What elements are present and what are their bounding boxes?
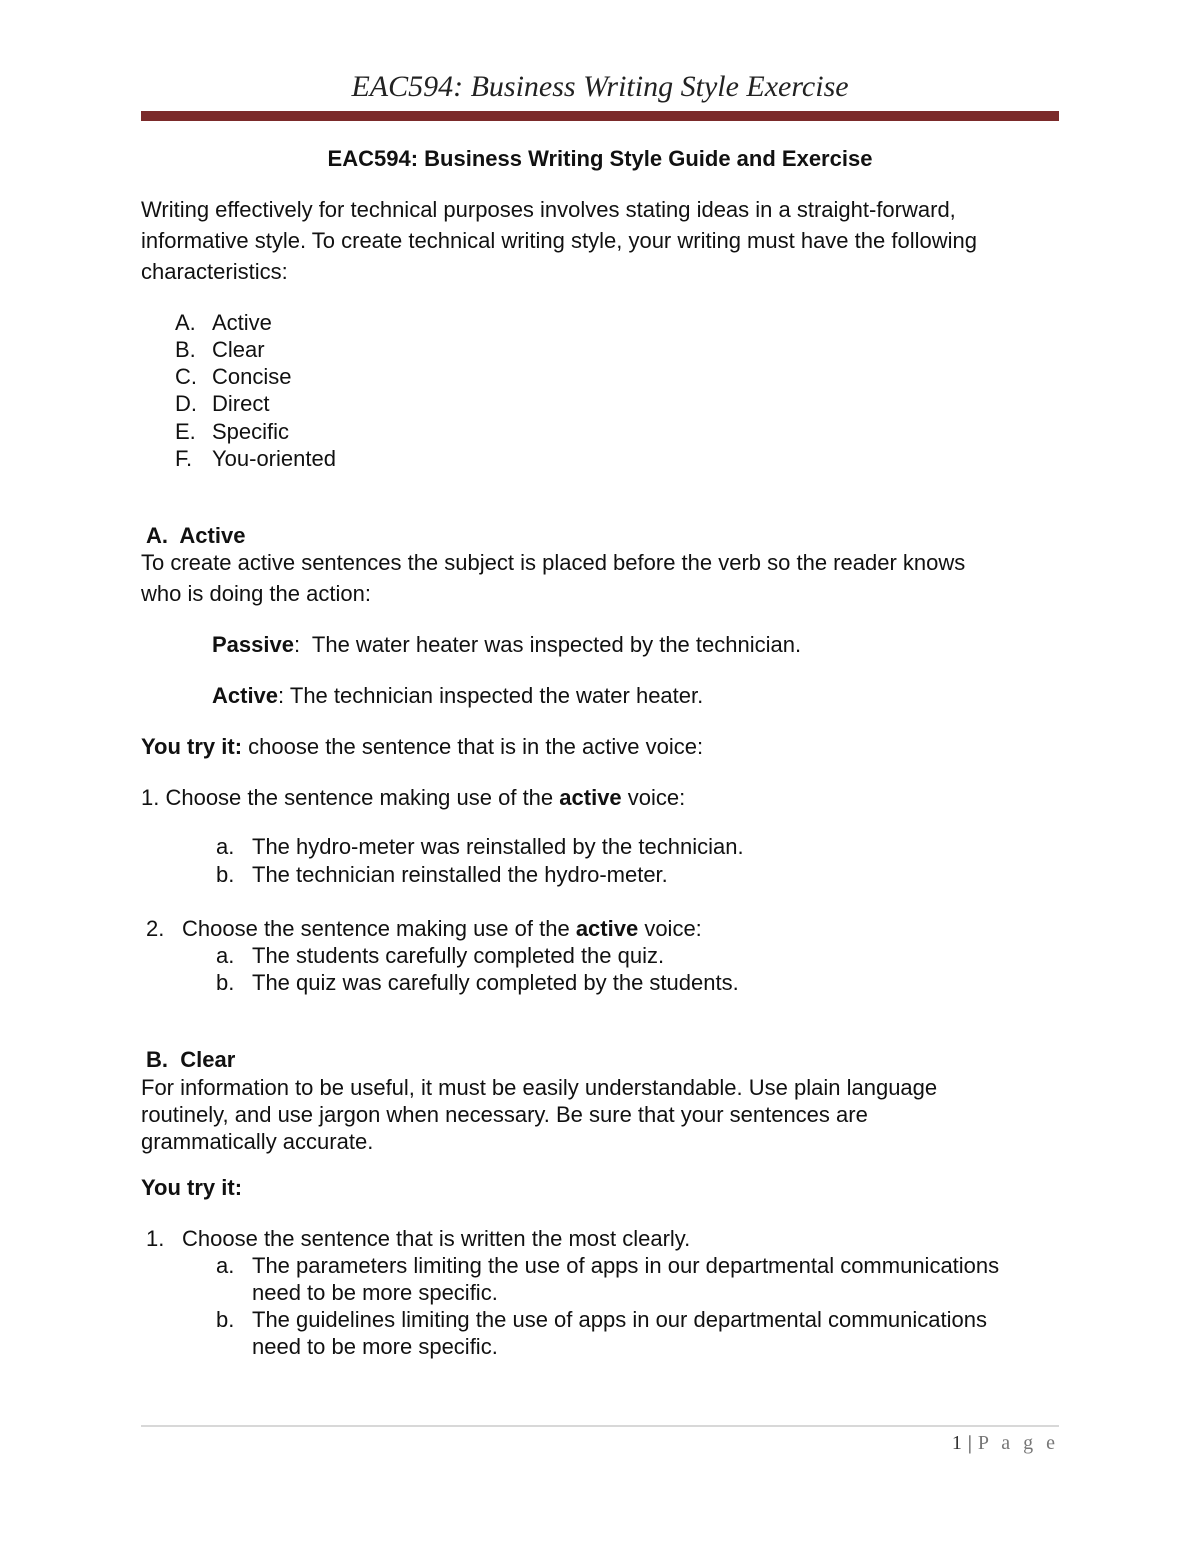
section-a-body-line: To create active sentences the subject is placed before the verb so the reader knows	[141, 550, 966, 575]
intro-line: Writing effectively for technical purposes involves stating ideas in a straight-forward,	[141, 197, 956, 222]
list-item: Concise	[212, 364, 292, 389]
list-marker: F.	[175, 446, 193, 471]
active-label: Active	[212, 683, 279, 708]
header-divider	[141, 111, 1059, 121]
question-emphasis: active	[575, 916, 639, 941]
option-text[interactable]: The hydro-meter was reinstalled by the technician.	[252, 834, 744, 859]
intro-line: characteristics:	[141, 259, 288, 284]
question-number: 2.	[146, 916, 165, 941]
question-emphasis: active	[559, 785, 622, 810]
list-marker: D.	[175, 391, 197, 416]
list-item: Clear	[212, 337, 265, 362]
page-number: 1	[951, 1432, 962, 1454]
section-b-body-line: grammatically accurate.	[141, 1129, 374, 1154]
option-text[interactable]: The parameters limiting the use of apps in our departmental communications	[252, 1253, 1000, 1278]
option-marker: b.	[216, 862, 235, 887]
question-a1	[141, 782, 685, 813]
try-it-prompt	[141, 731, 703, 762]
passive-example	[212, 629, 801, 660]
list-marker: A.	[175, 310, 196, 335]
list-item: You-oriented	[212, 446, 336, 471]
option-text[interactable]: need to be more specific.	[252, 1334, 498, 1359]
intro-line: informative style. To create technical writing style, your writing must have the following	[141, 228, 977, 253]
try-it-text: choose the sentence that is in the active voice:	[242, 734, 704, 759]
section-heading-active: A. Active	[146, 523, 246, 548]
page-label: P a g e	[977, 1432, 1059, 1454]
option-text[interactable]: The students carefully completed the quiz.	[252, 943, 665, 968]
list-marker: C.	[175, 364, 197, 389]
question-text-end: voice:	[621, 785, 686, 810]
option-text[interactable]: The technician reinstalled the hydro-meter.	[252, 862, 668, 887]
list-item: Active	[212, 310, 272, 335]
try-it-label: You try it:	[141, 734, 243, 759]
option-marker: a.	[216, 1253, 235, 1278]
list-item: Specific	[212, 419, 290, 444]
active-example	[212, 680, 703, 711]
option-marker: a.	[216, 943, 235, 968]
footer-divider	[141, 1425, 1059, 1427]
option-text[interactable]: The guidelines limiting the use of apps in our departmental communications	[252, 1307, 987, 1332]
section-heading-clear: B. Clear	[146, 1047, 236, 1072]
option-marker: b.	[216, 1307, 235, 1332]
active-sentence: : The technician inspected the water heater.	[278, 683, 704, 708]
section-b-body-line: For information to be useful, it must be easily understandable. Use plain language	[141, 1075, 938, 1100]
question-text: Choose the sentence making use of the	[182, 916, 576, 941]
page-header-title: EAC594: Business Writing Style Exercise	[351, 70, 849, 103]
section-b-body-line: routinely, and use jargon when necessary. Be sure that your sentences are	[141, 1102, 868, 1127]
option-text[interactable]: The quiz was carefully completed by the students.	[252, 970, 739, 995]
option-marker: a.	[216, 834, 235, 859]
option-text[interactable]: need to be more specific.	[252, 1280, 498, 1305]
document-title: EAC594: Business Writing Style Guide and Exercise	[327, 146, 873, 171]
question-text-end: voice:	[638, 916, 702, 941]
footer-separator: |	[967, 1432, 972, 1454]
option-marker: b.	[216, 970, 235, 995]
passive-sentence: : The water heater was inspected by the technician.	[293, 632, 802, 657]
list-marker: B.	[175, 337, 196, 362]
section-a-body-line: who is doing the action:	[141, 581, 371, 606]
page-footer	[952, 1432, 1059, 1455]
question-b1: Choose the sentence that is written the most clearly.	[182, 1226, 691, 1251]
passive-label: Passive	[212, 632, 294, 657]
question-number: 1.	[146, 1226, 165, 1251]
list-item: Direct	[212, 391, 270, 416]
try-it-label: You try it:	[141, 1175, 243, 1200]
question-text: 1. Choose the sentence making use of the	[141, 785, 560, 810]
list-marker: E.	[175, 419, 196, 444]
